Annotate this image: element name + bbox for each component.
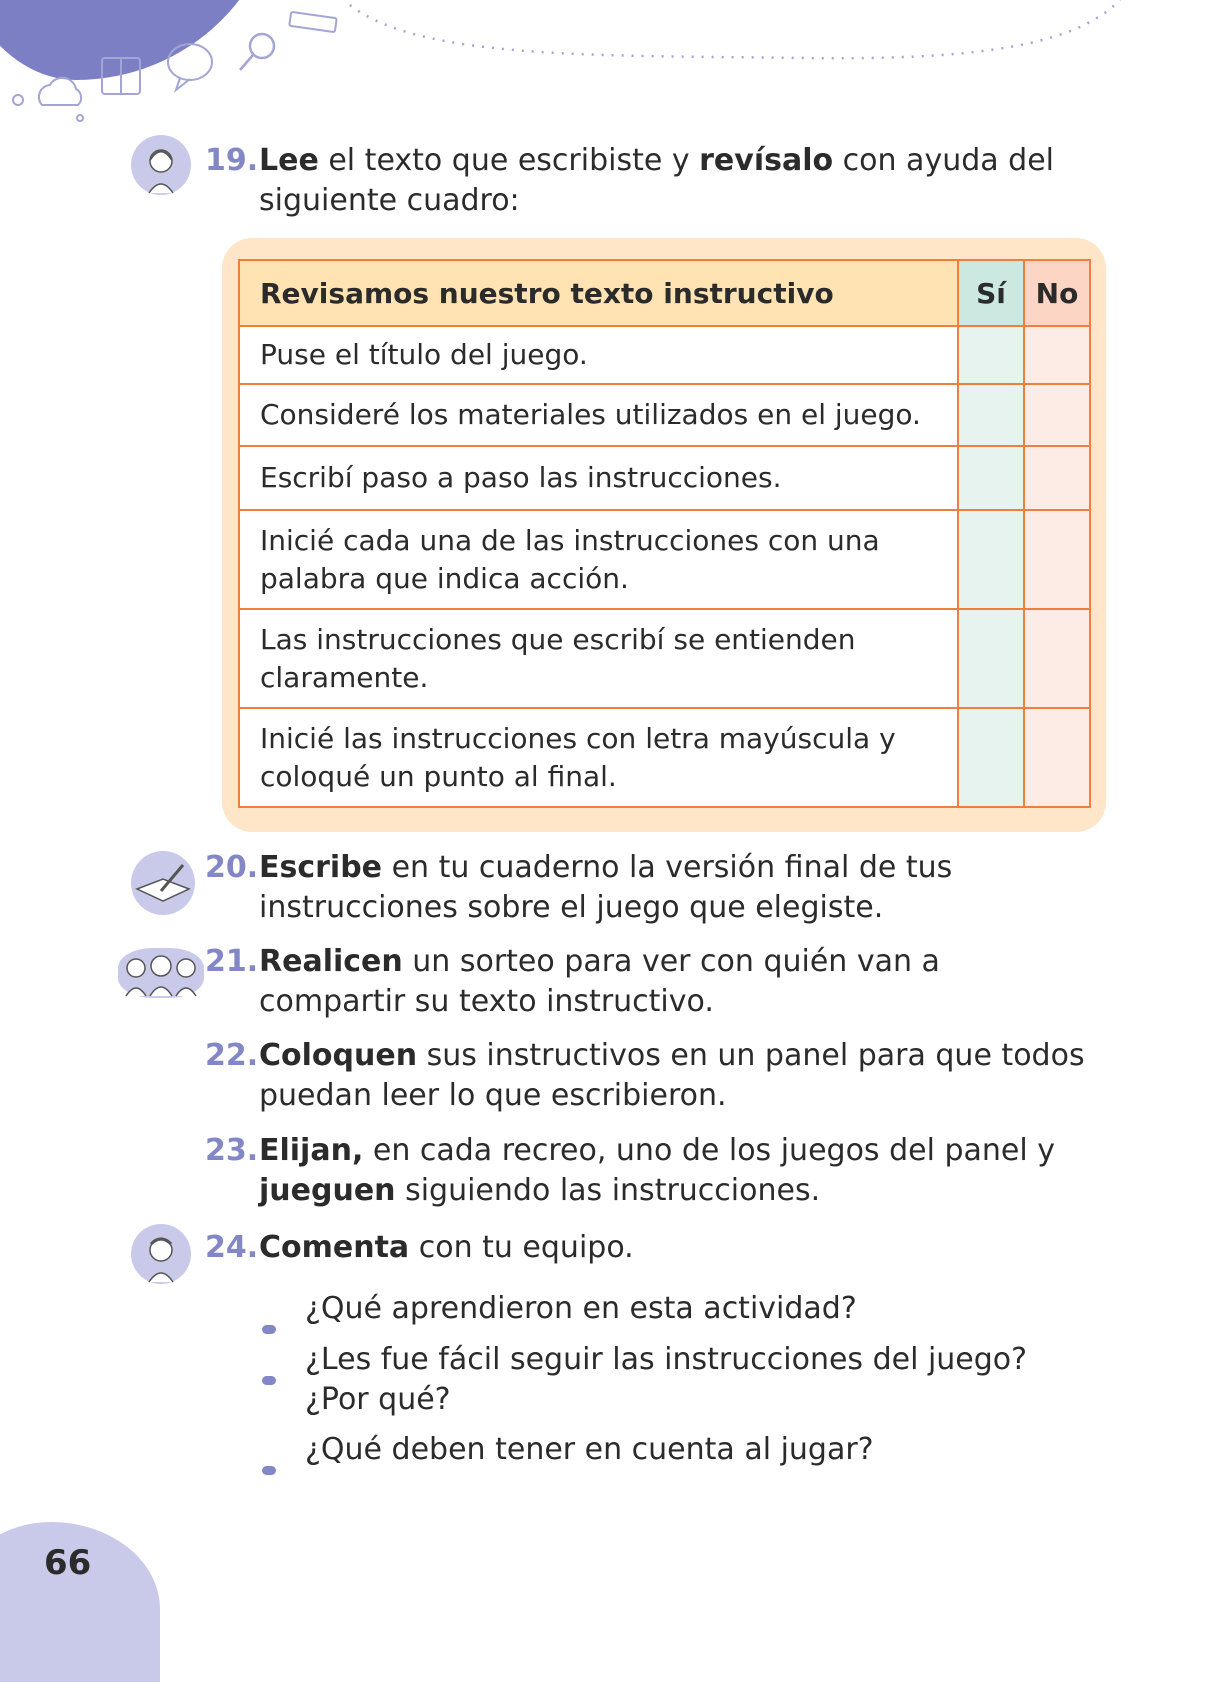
- no-checkbox-cell[interactable]: [1024, 446, 1090, 510]
- instruction-number: 22.: [205, 1038, 259, 1073]
- criterion-text: Puse el título del juego.: [239, 326, 958, 384]
- instruction-text: Comenta con tu equipo.: [259, 1230, 634, 1265]
- header-decoration-icons: [0, 0, 1215, 130]
- criterion-text: Inicié cada una de las instrucciones con una palabra que indica acción.: [239, 510, 958, 609]
- table-row: [239, 609, 1090, 708]
- instruction-text: Coloquen sus instructivos en un panel para que todos puedan leer lo que escribieron.: [259, 1038, 1085, 1113]
- bullet-icon: [262, 1325, 276, 1334]
- question-text: ¿Qué aprendieron en esta actividad?: [305, 1291, 857, 1326]
- table-header-yes: Sí: [958, 260, 1024, 326]
- no-checkbox-cell[interactable]: [1024, 326, 1090, 384]
- pencil-icon: [289, 12, 337, 32]
- instruction-number: 20.: [205, 850, 259, 885]
- table-row: [239, 384, 1090, 446]
- instruction-number: 23.: [205, 1133, 259, 1168]
- table-row: [239, 708, 1090, 807]
- no-checkbox-cell[interactable]: [1024, 384, 1090, 446]
- question-text: ¿Les fue fácil seguir las instrucciones del juego? ¿Por qué?: [305, 1342, 1028, 1417]
- magnifier-icon: [240, 34, 274, 70]
- writing-notebook-icon: [131, 851, 195, 915]
- yes-checkbox-cell[interactable]: [958, 708, 1024, 807]
- instruction-number: 24.: [205, 1230, 259, 1265]
- table-header-row: [239, 260, 1090, 326]
- instruction-text: Elijan, en cada recreo, uno de los juegos del panel y jueguen siguiendo las instrucciones.: [259, 1133, 1055, 1208]
- yes-checkbox-cell[interactable]: [958, 510, 1024, 609]
- instruction-number: 21.: [205, 944, 259, 979]
- yes-checkbox-cell[interactable]: [958, 384, 1024, 446]
- revision-checklist-table: [238, 259, 1091, 808]
- criterion-text: Consideré los materiales utilizados en el juego.: [239, 384, 958, 446]
- bullet-icon: [262, 1376, 276, 1385]
- book-icon: [102, 58, 140, 94]
- bullet-icon: [262, 1466, 276, 1475]
- no-checkbox-cell[interactable]: [1024, 609, 1090, 708]
- page-number: 66: [44, 1543, 92, 1583]
- table-row: [239, 510, 1090, 609]
- no-checkbox-cell[interactable]: [1024, 708, 1090, 807]
- instruction-text: Escribe en tu cuaderno la versión final de tus instrucciones sobre el juego que elegiste.: [259, 850, 953, 925]
- speech-bubble-icon: [168, 44, 212, 90]
- instruction-text: Realicen un sorteo para ver con quién van a compartir su texto instructivo.: [259, 944, 940, 1019]
- table-row: [239, 326, 1090, 384]
- student-girl-icon: [131, 135, 191, 195]
- yes-checkbox-cell[interactable]: [958, 446, 1024, 510]
- table-row: [239, 446, 1090, 510]
- yes-checkbox-cell[interactable]: [958, 326, 1024, 384]
- criterion-text: Las instrucciones que escribí se entienden claramente.: [239, 609, 958, 708]
- cloud-icon: [13, 78, 83, 121]
- criterion-text: Escribí paso a paso las instrucciones.: [239, 446, 958, 510]
- table-header-no: No: [1024, 260, 1090, 326]
- instruction-text: Lee el texto que escribiste y revísalo con ayuda del siguiente cuadro:: [259, 143, 1055, 218]
- no-checkbox-cell[interactable]: [1024, 510, 1090, 609]
- yes-checkbox-cell[interactable]: [958, 609, 1024, 708]
- criterion-text: Inicié las instrucciones con letra mayúscula y coloqué un punto al final.: [239, 708, 958, 807]
- student-boy-icon: [131, 1224, 191, 1284]
- question-text: ¿Qué deben tener en cuenta al jugar?: [305, 1432, 874, 1467]
- instruction-number: 19.: [205, 143, 259, 178]
- table-header-title: Revisamos nuestro texto instructivo: [239, 260, 958, 326]
- group-of-students-icon: [118, 948, 204, 998]
